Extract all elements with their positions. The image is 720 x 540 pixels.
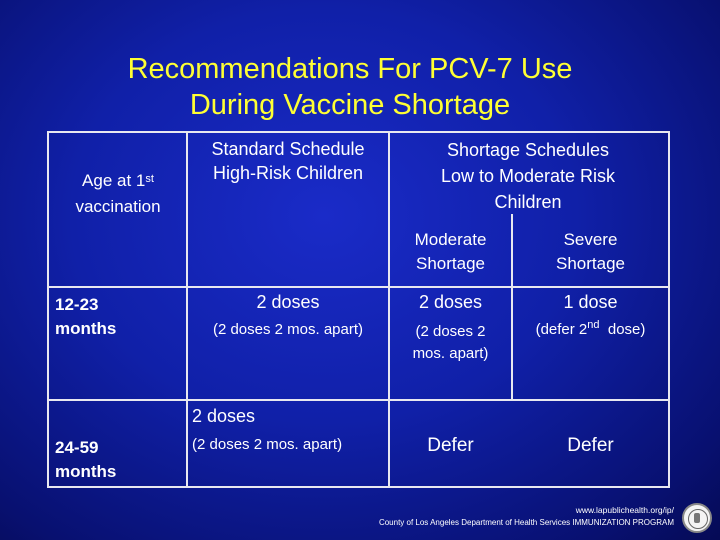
standard-schedule-header: Standard Schedule High-Risk Children [211, 139, 365, 183]
table-left-border [47, 131, 49, 488]
table-top-border [48, 131, 670, 133]
severe-shortage-header: Severe Shortage [556, 230, 625, 273]
row2-severe: Defer [567, 435, 614, 456]
row1-standard-doses: 2 doses [256, 292, 320, 312]
row1-moderate-doses: 2 doses [418, 292, 483, 312]
row2-moderate: Defer [427, 435, 474, 456]
footer-url[interactable]: www.lapublichealth.org/ip/ [575, 505, 674, 515]
row1-age: 12-23 months [55, 295, 117, 338]
row2-age: 24-59 months [55, 438, 117, 481]
county-seal-icon [682, 503, 712, 533]
row2-standard-note: (2 doses 2 mos. apart) [192, 436, 343, 453]
age-header: Age at 1st vaccination [75, 171, 161, 216]
footer-org: County of Los Angeles Department of Health Services IMMUNIZATION PROGRAM [378, 518, 674, 527]
shortage-schedules-header: Shortage Schedules Low to Moderate Risk Children [440, 140, 616, 212]
moderate-shortage-header: Moderate Shortage [414, 230, 487, 273]
table-right-border [668, 131, 670, 488]
row1-standard-note: (2 doses 2 mos. apart) [212, 321, 364, 338]
row1-moderate-note: (2 doses 2 mos. apart) [412, 323, 489, 362]
row2-standard-doses: 2 doses [192, 406, 256, 426]
slide-title [0, 51, 700, 123]
header-divider [48, 286, 670, 288]
title-line-1: Recommendations For PCV-7 Use [127, 53, 573, 85]
title-line-2: During Vaccine Shortage [189, 89, 511, 121]
row1-severe-note: (defer 2nd dose) [535, 319, 646, 338]
table-bottom-border [48, 486, 670, 488]
row1-severe-doses: 1 dose [563, 292, 618, 312]
row-divider [48, 399, 670, 401]
